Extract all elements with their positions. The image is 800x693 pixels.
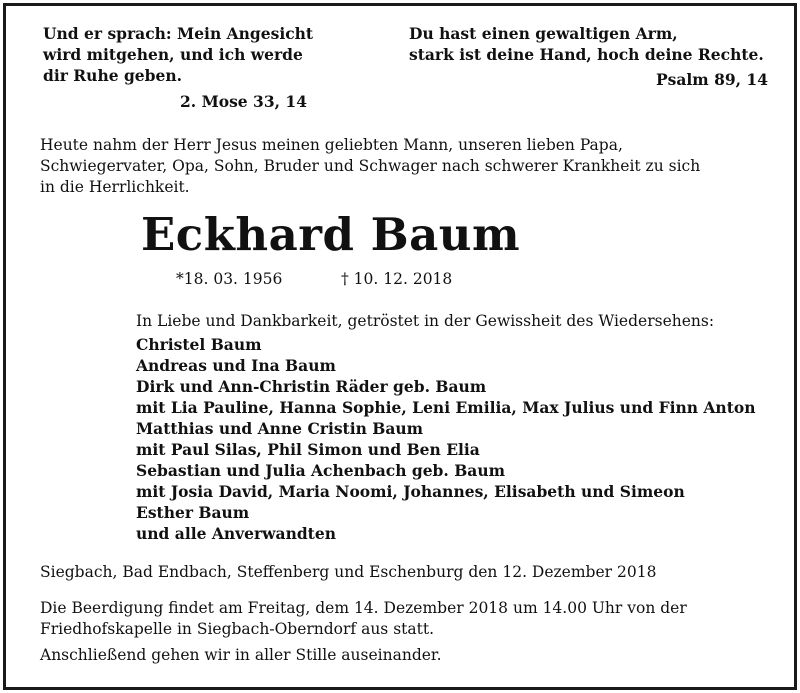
intro-line: in die Herrlichkeit. — [40, 178, 190, 196]
mourners-intro: In Liebe und Dankbarkeit, getröstet in der Gewissheit des Wiedersehens: — [136, 312, 715, 330]
funeral-line: Anschließend gehen wir in aller Stille auseinander. — [40, 646, 442, 664]
intro-line: Heute nahm der Herr Jesus meinen geliebten Mann, unseren lieben Papa, — [40, 136, 623, 154]
mourner-line: Matthias und Anne Cristin Baum — [136, 419, 424, 438]
deceased-name: Eckhard Baum — [141, 208, 521, 261]
verse-left-reference: 2. Mose 33, 14 — [180, 92, 307, 111]
verse-left-line: Und er sprach: Mein Angesicht — [43, 24, 314, 43]
mourner-line: Andreas und Ina Baum — [136, 356, 336, 375]
mourner-line: und alle Anverwandten — [136, 524, 336, 543]
mourner-line: mit Josia David, Maria Noomi, Johannes, Elisabeth und Simeon — [136, 482, 685, 501]
verse-right-reference: Psalm 89, 14 — [655, 70, 768, 89]
verse-right-line: Du hast einen gewaltigen Arm, — [409, 24, 678, 43]
intro-line: Schwiegervater, Opa, Sohn, Bruder und Schwager nach schwerer Krankheit zu sich — [40, 157, 701, 175]
mourner-line: Christel Baum — [136, 335, 262, 354]
place-date: Siegbach, Bad Endbach, Steffenberg und Eschenburg den 12. Dezember 2018 — [40, 563, 657, 581]
mourner-line: Esther Baum — [136, 503, 250, 522]
mourner-line: mit Lia Pauline, Hanna Sophie, Leni Emilia, Max Julius und Finn Anton — [136, 398, 756, 417]
mourner-line: Dirk und Ann-Christin Räder geb. Baum — [136, 377, 487, 396]
mourner-line: mit Paul Silas, Phil Simon und Ben Elia — [136, 440, 480, 459]
verse-left-line: wird mitgehen, und ich werde — [43, 45, 303, 64]
birth-date: *18. 03. 1956 — [176, 270, 283, 288]
obituary-frame — [3, 3, 797, 690]
verse-left-line: dir Ruhe geben. — [43, 66, 183, 85]
mourner-line: Sebastian und Julia Achenbach geb. Baum — [136, 461, 506, 480]
funeral-line: Friedhofskapelle in Siegbach-Oberndorf aus statt. — [40, 620, 435, 638]
verse-right-line: stark ist deine Hand, hoch deine Rechte. — [409, 45, 764, 64]
death-date: † 10. 12. 2018 — [341, 270, 453, 288]
funeral-line: Die Beerdigung findet am Freitag, dem 14. Dezember 2018 um 14.00 Uhr von der — [40, 599, 687, 617]
